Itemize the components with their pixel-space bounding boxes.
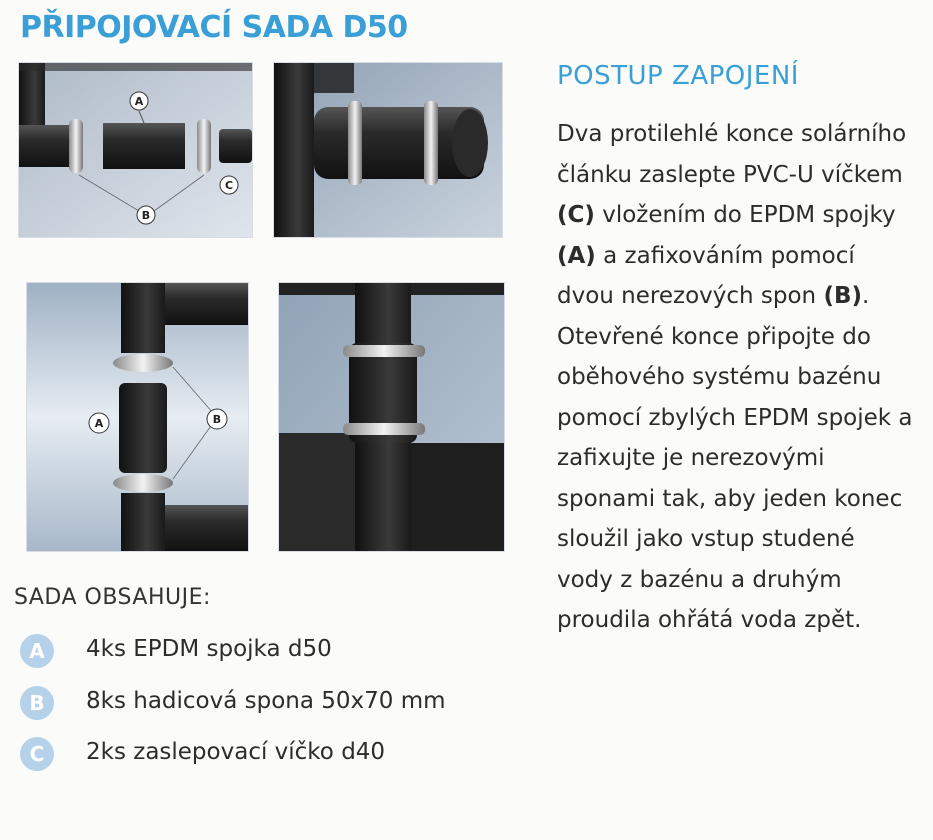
clamp-shape [343, 423, 425, 435]
callout-a: A [94, 417, 104, 430]
callout-c: C [224, 179, 234, 192]
procedure-heading: POSTUP ZAPOJENÍ [557, 61, 799, 91]
clamp-shape [343, 345, 425, 357]
procedure-ref-b: (B) [823, 283, 863, 309]
procedure-ref-c: (C) [557, 202, 595, 228]
badge-a: A [20, 634, 54, 668]
photo-exploded-vertical [26, 282, 249, 552]
clamp-shape [69, 119, 83, 173]
procedure-text [557, 114, 917, 641]
clamp-shape [113, 354, 173, 372]
callout-b: B [141, 209, 151, 222]
clamp-shape [348, 101, 362, 185]
cap-shape [452, 109, 488, 177]
contents-item-label: 8ks hadicová spona 50x70 mm [86, 688, 446, 714]
page-title: PŘIPOJOVACÍ SADA D50 [20, 10, 408, 45]
coupling-shape [103, 123, 185, 169]
procedure-text-part: . Otevřené konce připojte do oběhového systému bazénu pomocí zbylých EPDM spojek a zafixujte je nerezovými sponami tak, aby jeden konec sloužil jako vstup studené vody z bazénu a druhým proudila ohřátá voda zpět. [557, 283, 913, 633]
procedure-ref-a: (A) [557, 242, 596, 269]
cap-shape [219, 129, 252, 163]
procedure-text-part: vložením do EPDM spojky [594, 202, 896, 228]
clamp-shape [424, 101, 438, 185]
clamp-shape [197, 119, 211, 173]
contents-item [20, 632, 500, 672]
contents-item [20, 684, 500, 724]
callout-a: A [134, 95, 144, 108]
photo-assembled-vertical [278, 282, 505, 552]
badge-c: C [20, 737, 54, 771]
contents-heading: SADA OBSAHUJE: [14, 585, 211, 610]
clamp-shape [113, 474, 173, 492]
contents-item-label: 2ks zaslepovací víčko d40 [86, 739, 386, 765]
coupling-shape [119, 383, 167, 473]
badge-b: B [20, 686, 54, 720]
photo-exploded-horizontal [18, 62, 253, 238]
photo-assembled-horizontal [273, 62, 503, 238]
procedure-text-part: a zafixováním pomocí dvou nerezových spon [557, 242, 855, 309]
contents-item [20, 735, 500, 775]
contents-item-label: 4ks EPDM spojka d50 [86, 636, 332, 662]
callout-b: B [212, 413, 222, 426]
procedure-text-part: Dva protilehlé konce solárního článku zaslepte PVC-U víčkem [557, 121, 907, 188]
